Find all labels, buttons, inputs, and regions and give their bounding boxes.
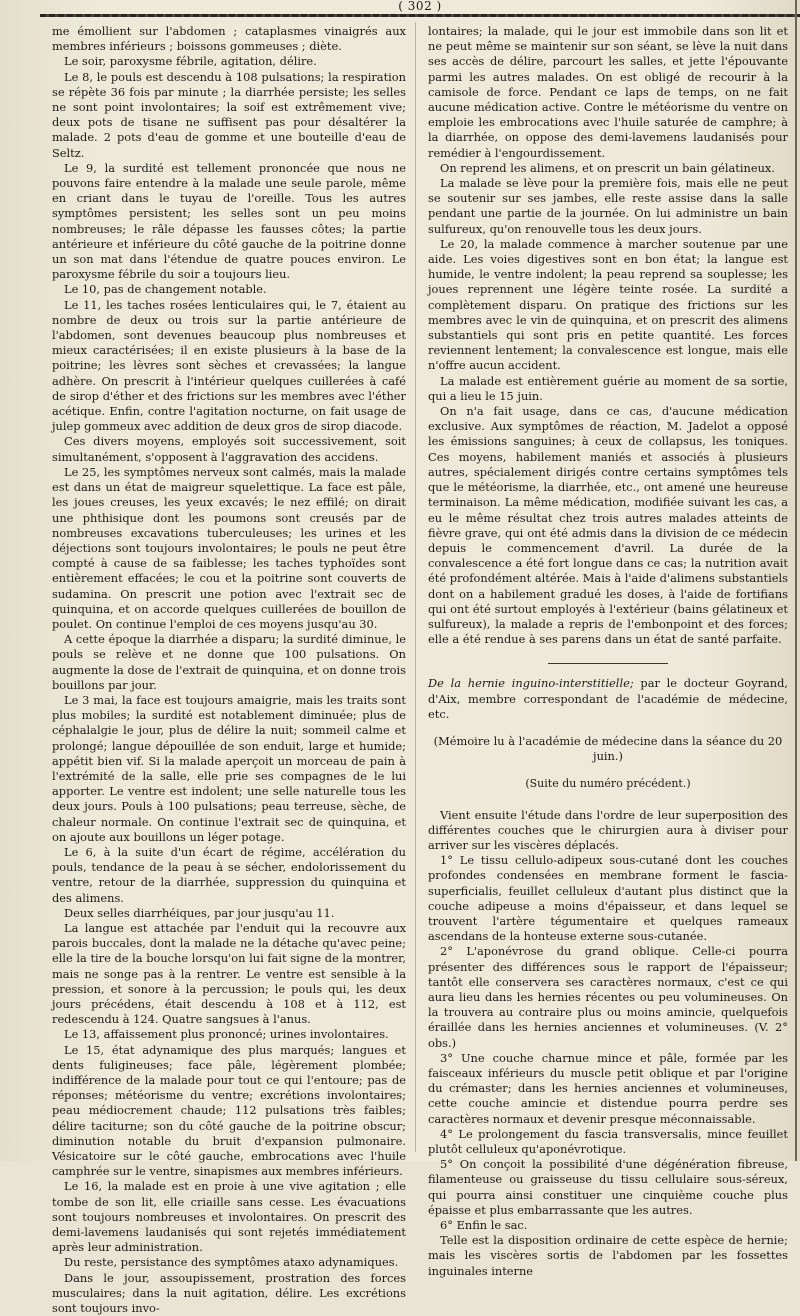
left-column — [52, 24, 406, 1316]
memoir-note: (Mémoire lu à l'académie de médecine dans la séance du 20 juin.) — [433, 733, 783, 764]
article-title-rest: par le docteur Goyrand, d'Aix, membre correspondant de l'académie de médecine, etc. — [428, 676, 788, 721]
right-column — [428, 24, 788, 1279]
paragraph: Le 15, état adynamique des plus marqués; langues et dents fuligineuses; face pâle, légèrement plombée; indifférence de la malade pour tout ce qui l'entoure; pas de réponses; météorisme du ventre; excrétions involontaires; peau médiocrement chaude; 112 pulsations très faibles; délire taciturne; son du côté gauche de la poitrine obscur; diminution notable du bruit d'expansion pulmonaire. Vésicatoire sur le côté gauche, embrocations avec l'huile camphrée sur le ventre, sinapismes aux membres inférieurs. — [52, 1042, 406, 1179]
paragraph: Le 8, le pouls est descendu à 108 pulsations; la respiration se répète 36 fois par minute ; la diarrhée persiste; les selles ne sont point involontaires; la soif est extrêmement vive; deux pots de tisane ne suffisent pas pour désaltérer la malade. 2 pots d'eau de gomme et une bouteille d'eau de Seltz. — [52, 69, 406, 160]
paragraph: Le 11, les taches rosées lenticulaires qui, le 7, étaient au nombre de deux ou trois sur la partie antérieure de l'abdomen, sont devenues beaucoup plus nombreuses et mieux caractérisées; il en existe plusieurs à la base de la poitrine; les lèvres sont sèches et crevassées; la langue adhère. On prescrit à l'intérieur quelques cuillerées à café de sirop d'éther et des frictions sur les membres avec l'éther acétique. Enfin, contre l'agitation nocturne, on fait usage de julep gommeux avec addition de deux gros de sirop diacode. — [52, 297, 406, 434]
paragraph: Du reste, persistance des symptômes ataxo adynamiques. — [64, 1255, 399, 1270]
paragraph: Le 25, les symptômes nerveux sont calmés, mais la malade est dans un état de maigreur squelettique. La face est pâle, les joues creuses, les yeux excavés; le nez effilé; on dirait une phthisique dont les poumons sont creusés par de nombreuses excavations tuberculeuses; les urines et les déjections sont toujours involontaires; le pouls ne peut être compté à cause de sa faiblesse; les taches typhoïdes sont entièrement effacées; le cou et la poitrine sont couverts de sudamina. On prescrit une potion avec l'extrait sec de quinquina, et on accorde quelques cuillerées de bouillon de poulet. On continue l'emploi de ces moyens jusqu'au 30. — [52, 464, 406, 631]
paragraph: Ces divers moyens, employés soit successivement, soit simultanément, s'opposent à l'aggravation des accidens. — [52, 434, 406, 464]
paragraph: me émollient sur l'abdomen ; cataplasmes vinaigrés aux membres inférieurs ; boissons gommeuses ; diète. — [52, 24, 406, 54]
paragraph: Le 6, à la suite d'un écart de régime, accélération du pouls, tendance de la peau à se sécher, endolorissement du ventre, retour de la diarrhée, suppression du quinquina et des alimens. — [52, 844, 406, 905]
paragraph: Le 9, la surdité est tellement prononcée que nous ne pouvons faire entendre à la malade une seule parole, même en criant dans le tuyau de l'oreille. Tous les autres symptômes persistent; les selles sont un peu moins nombreuses; le râle dépasse les fausses côtes; la partie antérieure et inférieure du côté gauche de la poitrine donne un son mat dans l'étendue de quatre pouces environ. Le paroxysme fébrile du soir a toujours lieu. — [52, 160, 406, 282]
paragraph: Le 13, affaissement plus prononcé; urines involontaires. — [64, 1027, 389, 1042]
paragraph: 5° On conçoit la possibilité d'une dégénération fibreuse, filamenteuse ou graisseuse du tissu cellulaire sous-séreux, qui pourra ainsi constituer une cinquième couche plus épaisse et plus embarrassante que les autres. — [428, 1157, 788, 1217]
paragraph: Le 3 mai, la face est toujours amaigrie, mais les traits sont plus mobiles; la surdité est notablement diminuée; plus de céphalalgie le jour, plus de délire la nuit; sommeil calme et prolongé; langue dépouillée de son enduit, large et humide; appétit bien vif. Si la malade aperçoit un morceau de pain à l'extrémité de la salle, elle prie ses compagnes de le lui apporter. Le ventre est indolent; une selle naturelle tous les deux jours. Pouls à 100 pulsations; peau terreuse, sèche, de chaleur normale. On continue l'extrait sec de quinquina, et on ajoute aux bouillons un léger potage. — [52, 692, 406, 844]
paragraph: Vient ensuite l'étude dans l'ordre de leur superposition des différentes couches que le chirurgien aura à diviser pour arriver sur les viscères déplacés. — [428, 807, 788, 852]
paragraph: Le soir, paroxysme fébrile, agitation, délire. — [64, 54, 317, 69]
paragraph: Le 20, la malade commence à marcher soutenue par une aide. Les voies digestives sont en bon état; la langue est humide, le ventre indolent; la peau reprend sa souplesse; les joues reprennent une légère teinte rosée. La surdité a complètement disparu. On pratique des frictions sur les membres avec le vin de quinquina, et on prescrit des alimens substantiels qui sont pris en petite quantité. Les forces reviennent lentement; la convalescence est longue, mais elle n'offre aucun accident. — [428, 236, 788, 373]
paragraph: 6° Enfin le sac. — [440, 1218, 528, 1233]
paragraph: 4° Le prolongement du fascia transversalis, mince feuillet plutôt celluleux qu'aponévrotique. — [428, 1126, 788, 1157]
paragraph: Le 16, la malade est en proie à une vive agitation ; elle tombe de son lit, elle criaille sans cesse. Les évacuations sont toujours nombreuses et involontaires. On prescrit des demi-lavemens laudanisés qui sont rejetés immédiatement après leur administration. — [52, 1179, 406, 1255]
paragraph: La malade est entièrement guérie au moment de sa sortie, qui a lieu le 15 juin. — [428, 373, 788, 403]
page-number: ( 302 ) — [390, 0, 449, 13]
paragraph: La langue est attachée par l'enduit qui la recouvre aux parois buccales, dont la malade ne la détache qu'avec peine; elle la tire de la bouche lorsqu'on lui fait signe de la montrer, mais ne songe pas à la rentrer. Le ventre est sensible à la pression, et sonore à la percussion; le pouls qui, les deux jours précédens, était descendu à 108 et à 112, est redescendu à 124. Quatre sangsues à l'anus. — [52, 920, 406, 1027]
paragraph: Le 10, pas de changement notable. — [64, 282, 267, 297]
paragraph: 3° Une couche charnue mince et pâle, formée par les faisceaux inférieurs du muscle petit oblique et par l'origine du crémaster; dans les hernies anciennes et volumineuses, cette couche amincie et distendue pourra perdre ses caractères normaux et devenir presque méconnaissable. — [428, 1050, 788, 1126]
paragraph: Telle est la disposition ordinaire de cette espèce de hernie; mais les viscères sortis de l'abdomen par les fossettes inguinales interne — [428, 1233, 788, 1278]
section-separator — [548, 663, 668, 664]
margin-rule — [795, 0, 797, 1161]
paragraph: A cette époque la diarrhée a disparu; la surdité diminue, le pouls se relève et ne donne que 100 pulsations. On augmente la dose de l'extrait de quinquina, et on donne trois bouillons par jour. — [52, 632, 406, 692]
paragraph: On n'a fait usage, dans ce cas, d'aucune médication exclusive. Aux symptômes de réaction, M. Jadelot a opposé les émissions sanguines; à ceux de collapsus, les toniques. Ces moyens, habilement maniés et associés à plusieurs autres, spécialement dirigés contre certains symptômes tels que le météorisme, la diarrhée, etc., ont amené une heureuse terminaison. La même médication, modifiée suivant les cas, a eu le même résultat chez trois autres malades atteints de fièvre grave, qui ont été admis dans la division de ce médecin depuis le commencement d'avril. La durée de la convalescence a été fort longue dans ce cas; la nutrition avait été profondément altérée. Mais à l'aide d'alimens substantiels dont on a habilement gradué les doses, à l'aide de fortifians qui ont été surtout employés à l'extérieur (bains gélatineux et sulfureux), la malade a repris de l'embonpoint et des forces; elle a été rendue à ses parens dans un état de santé parfaite. — [428, 404, 788, 647]
paragraph: lontaires; la malade, qui le jour est immobile dans son lit et ne peut même se maintenir sur son séant, se lève la nuit dans ses accès de délire, parcourt les salles, et jette l'épouvante parmi les autres malades. On est obligé de recourir à la camisole de force. Pendant ce laps de temps, on ne fait aucune médication active. Contre le météorisme du ventre on emploie les embrocations avec l'huile saturée de camphre; à la diarrhée, on oppose des demi-lavemens laudanisés pour remédier à l'engourdissement. — [428, 24, 788, 160]
paragraph: Dans le jour, assoupissement, prostration des forces musculaires; dans la nuit agitation, délire. Les excrétions sont toujours invo- — [52, 1270, 406, 1316]
continuation-note: (Suite du numéro précédent.) — [525, 777, 691, 791]
paragraph: 2° L'aponévrose du grand oblique. Celle-ci pourra présenter des différences sous le rapport de l'épaisseur; tantôt elle conservera ses caractères normaux, c'est ce qui aura lieu dans les hernies récentes ou peu volumineuses. On la trouvera au contraire plus ou moins amincie, quelquefois éraillée dans les hernies anciennes et volumineuses. (V. 2° obs.) — [428, 944, 788, 1050]
paragraph: On reprend les alimens, et on prescrit un bain gélatineux. — [440, 160, 775, 175]
paragraph: La malade se lève pour la première fois, mais elle ne peut se soutenir sur ses jambes, elle reste assise dans la salle pendant une partie de la journée. On lui administre un bain sulfureux, qu'on renouvelle tous les deux jours. — [428, 176, 788, 236]
page-header — [40, 0, 800, 16]
column-divider — [415, 22, 416, 1152]
article-title — [428, 676, 788, 722]
header-rule — [40, 14, 800, 17]
paragraph: Deux selles diarrhéiques, par jour jusqu'au 11. — [64, 905, 335, 920]
article-title-italic: De la hernie inguino-interstitielle; — [428, 676, 634, 691]
paragraph: 1° Le tissu cellulo-adipeux sous-cutané dont les couches profondes condensées en membrane forment le fascia-superficialis, feuillet celluleux d'autant plus distinct que la couche adipeuse a moins d'épaisseur, et dans lequel se trouvent l'artère tégumentaire et quelques rameaux ascendans de la honteuse externe sous-cutanée. — [428, 853, 788, 944]
